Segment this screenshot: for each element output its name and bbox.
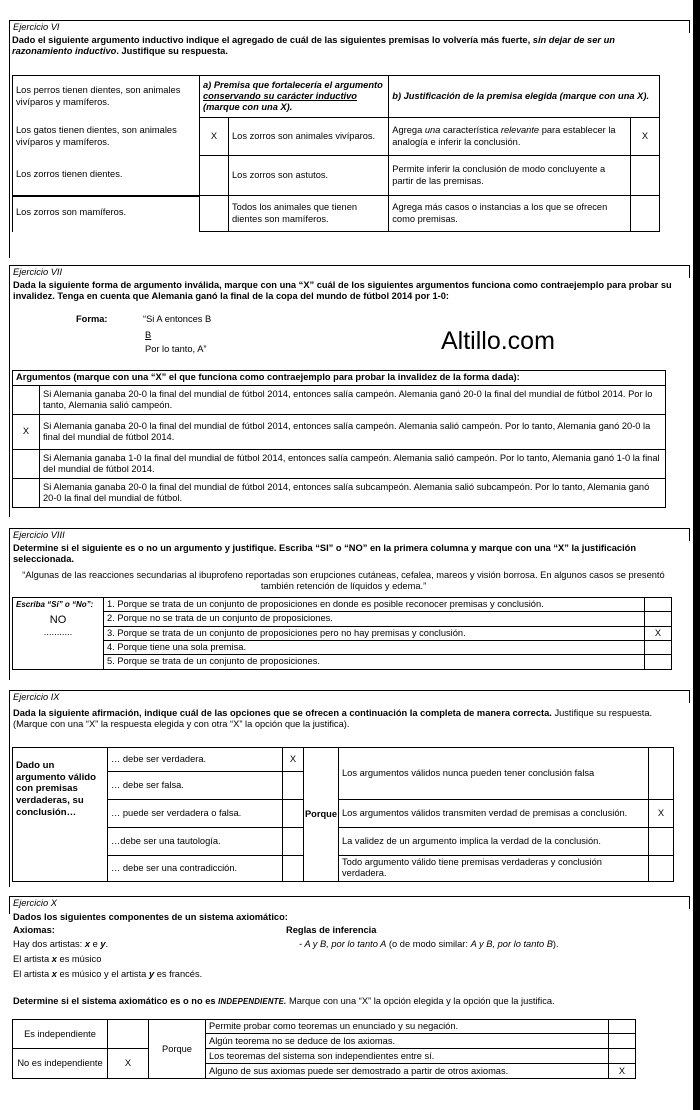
ex9-reason-1: Los argumentos válidos nunca pueden tener conclusión falsa [339,748,649,800]
ex6-premise-4: Los zorros son mamíferos. [13,196,200,232]
ex9-option-2-mark[interactable] [283,772,304,800]
ex7-instructions: Dada la siguiente forma de argumento inválida, marque con una “X” cuál de los siguientes argumentos funciona como contraejemplo para probar su invalidez. Tenga en cuenta que Alemania ganó la final de la copa del mundo de fútbol 2014 por 1-0: [13,280,672,302]
ex10-reason-1-mark[interactable] [609,1020,636,1034]
ex9-option-4-mark[interactable] [283,828,304,856]
ex6-col-a-header: a) Premisa que fortalecería el argumento conservando su carácter inductivo (marque con una X). [200,76,389,118]
ex9-option-1-mark[interactable]: X [283,748,304,772]
ex6-just-1: Agrega una característica relevante para establecer la analogía e inferir la conclusión. [389,118,631,156]
ex10-intro: Dados los siguientes componentes de un sistema axiomático: [13,912,288,922]
ex6-option-3-mark[interactable] [200,196,229,232]
ex10-instructions: Determine si el sistema axiomático es o no es INDEPENDIENTE. Marque con una “X” la opción elegida y la opción que la justifica. [13,996,555,1006]
ex9-title: Ejercicio IX [9,690,690,703]
ex10-regla: - A y B, por lo tanto A (o de modo similar: A y B, por lo tanto B). [299,939,559,949]
ex10-reason-1: Permite probar como teoremas un enunciado y su negación. [206,1020,609,1034]
ex6-option-1-mark[interactable]: X [200,118,229,156]
ex6-title: Ejercicio VI [9,20,690,33]
ex9-reason-3: La validez de un argumento implica la verdad de la conclusión. [339,828,649,856]
ex9-porque: Porque [304,748,339,882]
ex6-premise-2: Los gatos tienen dientes, son animales vivíparos y mamíferos. [13,118,200,156]
ex9-option-5-mark[interactable] [283,856,304,882]
ex6-just-3: Agrega más casos o instancias a los que se ofrecen como premisas. [389,196,631,232]
ex9-table [12,747,674,882]
ex7-row-1-mark[interactable] [13,386,40,415]
ex9-left-border [9,702,10,887]
ex10-opt-no: No es independiente [13,1049,108,1079]
ex8-col-header: Escriba “Sí” o “No”: [13,598,104,612]
ex8-option-4: 4. Porque tiene una sola premisa. [104,640,645,654]
ex10-table [12,1019,636,1079]
ex8-quote: “Algunas de las reacciones secundarias al ibuprofeno reportadas son erupciones cutáneas, cefalea, mareos y visión borrosa. En algunos casos se presentó también retención de líquidos y edema.” [22,570,665,592]
ex10-reglas-label: Reglas de inferencia [286,925,377,935]
ex7-forma-line3: Por lo tanto, A” [145,344,207,354]
ex8-option-3-mark[interactable]: X [645,626,672,640]
ex8-left-border [9,540,10,680]
ex8-instructions: Determine si el siguiente es o no un argumento y justifique. Escriba “SI” o “NO” en la primera columna y marque con una “X” la justificación seleccionada. [13,543,637,565]
ex6-table [12,75,660,232]
ex10-axiomas-label: Axiomas: [13,925,55,935]
ex8-option-1: 1. Porque se trata de un conjunto de proposiciones en donde es posible reconocer premisas y conclusión. [104,598,645,612]
ex6-instructions: Dado el siguiente argumento inductivo indique el agregado de cuál de las siguientes premisas lo volvería más fuerte, sin dejar de ser un razonamiento inductivo. Justifique su respuesta. [12,35,615,57]
ex8-answer-cell[interactable] [13,612,104,669]
ex7-row-3-mark[interactable] [13,450,40,479]
ex10-reason-2-mark[interactable] [609,1034,636,1049]
ex7-forma-line1: “Si A entonces B [143,314,212,324]
ex6-col-b-header: b) Justificación de la premisa elegida (marque con una X). [389,76,660,118]
ex6-just-2-mark[interactable] [631,156,660,196]
ex8-option-5-mark[interactable] [645,655,672,669]
ex9-option-3-mark[interactable] [283,800,304,828]
ex7-row-2-mark[interactable]: X [13,415,40,450]
ex6-left-border [9,32,10,258]
ex8-title: Ejercicio VIII [9,528,690,541]
watermark-altillo: Altillo.com [441,327,555,355]
ex7-left-border [9,277,10,517]
ex8-option-1-mark[interactable] [645,598,672,612]
right-edge-bar [693,0,700,1110]
ex10-title: Ejercicio X [9,896,690,909]
ex10-porque: Porque [149,1020,206,1079]
ex7-table [12,370,666,508]
ex7-forma-line2: B [145,330,152,340]
ex10-opt-yes: Es independiente [13,1020,108,1049]
ex6-just-3-mark[interactable] [631,196,660,232]
ex10-reason-4: Alguno de sus axiomas puede ser demostrado a partir de otros axiomas. [206,1064,609,1079]
ex10-axiom-1: Hay dos artistas: x e y. [13,939,109,949]
ex9-stem: Dado un argumento válido con premisas verdaderas, su conclusión… [13,748,108,882]
ex9-option-3: … puede ser verdadera o falsa. [108,800,283,828]
ex7-row-4-text: Si Alemania ganaba 20-0 la final del mundial de fútbol 2014, entonces salía subcampeón. Alemania salió subcampeón. Por lo tanto, Alemania ganó 20-0 la final del mundial de fútbol. [40,479,666,508]
ex10-reason-3-mark[interactable] [609,1049,636,1064]
ex6-just-1-mark[interactable]: X [631,118,660,156]
ex7-forma-label: Forma: [76,314,108,324]
ex7-title: Ejercicio VII [9,265,690,278]
ex6-premise-3: Los zorros tienen dientes. [13,156,200,196]
ex10-axiom-3: El artista x es músico y el artista y es francés. [13,969,203,979]
ex9-instructions: Dada la siguiente afirmación, indique cuál de las opciones que se ofrecen a continuación la completa de manera correcta. Justifique su respuesta. (Marque con una “X” la respuesta elegida y con otra “X” la opción que la justifica). [13,708,653,730]
ex9-option-1: … debe ser verdadera. [108,748,283,772]
ex10-reason-2: Algún teorema no se deduce de los axiomas. [206,1034,609,1049]
ex8-option-2-mark[interactable] [645,612,672,626]
ex9-option-2: … debe ser falsa. [108,772,283,800]
ex7-row-1-text: Si Alemania ganaba 20-0 la final del mundial de fútbol 2014, entonces salía campeón. Alemania ganó 20-0 la final del mundial de fútbol 2014. Por lo tanto, Alemania salió campeón. [40,386,666,415]
ex8-table [12,597,672,670]
ex7-row-4-mark[interactable] [13,479,40,508]
ex9-reason-3-mark[interactable] [649,828,674,856]
ex10-left-border [9,908,10,914]
ex6-premise-1: Los perros tienen dientes, son animales vivíparos y mamíferos. [13,76,200,118]
ex10-reason-3: Los teoremas del sistema son independientes entre sí. [206,1049,609,1064]
ex9-reason-2: Los argumentos válidos transmiten verdad de premisas a conclusión. [339,800,649,828]
ex7-table-header: Argumentos (marque con una “X” el que funciona como contraejemplo para probar la invalidez de la forma dada): [13,371,666,386]
ex7-row-2-text: Si Alemania ganaba 20-0 la final del mundial de fútbol 2014, entonces salía campeón. Alemania salió campeón. Por lo tanto, Alemania ganó 20-0 la final del mundial de fútbol 2014. [40,415,666,450]
ex9-reason-1-mark[interactable] [649,748,674,800]
ex6-option-2: Los zorros son astutos. [229,156,389,196]
ex10-opt-no-mark[interactable]: X [108,1049,149,1079]
ex8-option-5: 5. Porque se trata de un conjunto de proposiciones. [104,655,645,669]
ex8-option-4-mark[interactable] [645,640,672,654]
ex8-option-2: 2. Porque no se trata de un conjunto de proposiciones. [104,612,645,626]
ex10-axiom-2: El artista x es músico [13,954,102,964]
ex8-option-3: 3. Porque se trata de un conjunto de proposiciones pero no hay premisas y conclusión. [104,626,645,640]
ex9-reason-4-mark[interactable] [649,856,674,882]
ex10-reason-4-mark[interactable]: X [609,1064,636,1079]
ex8-answer: NO [49,613,67,626]
ex10-opt-yes-mark[interactable] [108,1020,149,1049]
ex9-option-5: … debe ser una contradicción. [108,856,283,882]
ex6-option-2-mark[interactable] [200,156,229,196]
ex9-reason-4: Todo argumento válido tiene premisas verdaderas y conclusión verdadera. [339,856,649,882]
ex8-dots: ........... [43,627,73,638]
ex9-reason-2-mark[interactable]: X [649,800,674,828]
ex7-row-3-text: Si Alemania ganaba 1-0 la final del mundial de fútbol 2014, entonces salía campeón. Alemania salió campeón. Por lo tanto, Alemania ganó 1-0 la final del mundial de fútbol 2014. [40,450,666,479]
ex6-option-1: Los zorros son animales vivíparos. [229,118,389,156]
ex9-option-4: …debe ser una tautología. [108,828,283,856]
ex6-just-2: Permite inferir la conclusión de modo concluyente a partir de las premisas. [389,156,631,196]
ex6-option-3: Todos los animales que tienen dientes son mamíferos. [229,196,389,232]
